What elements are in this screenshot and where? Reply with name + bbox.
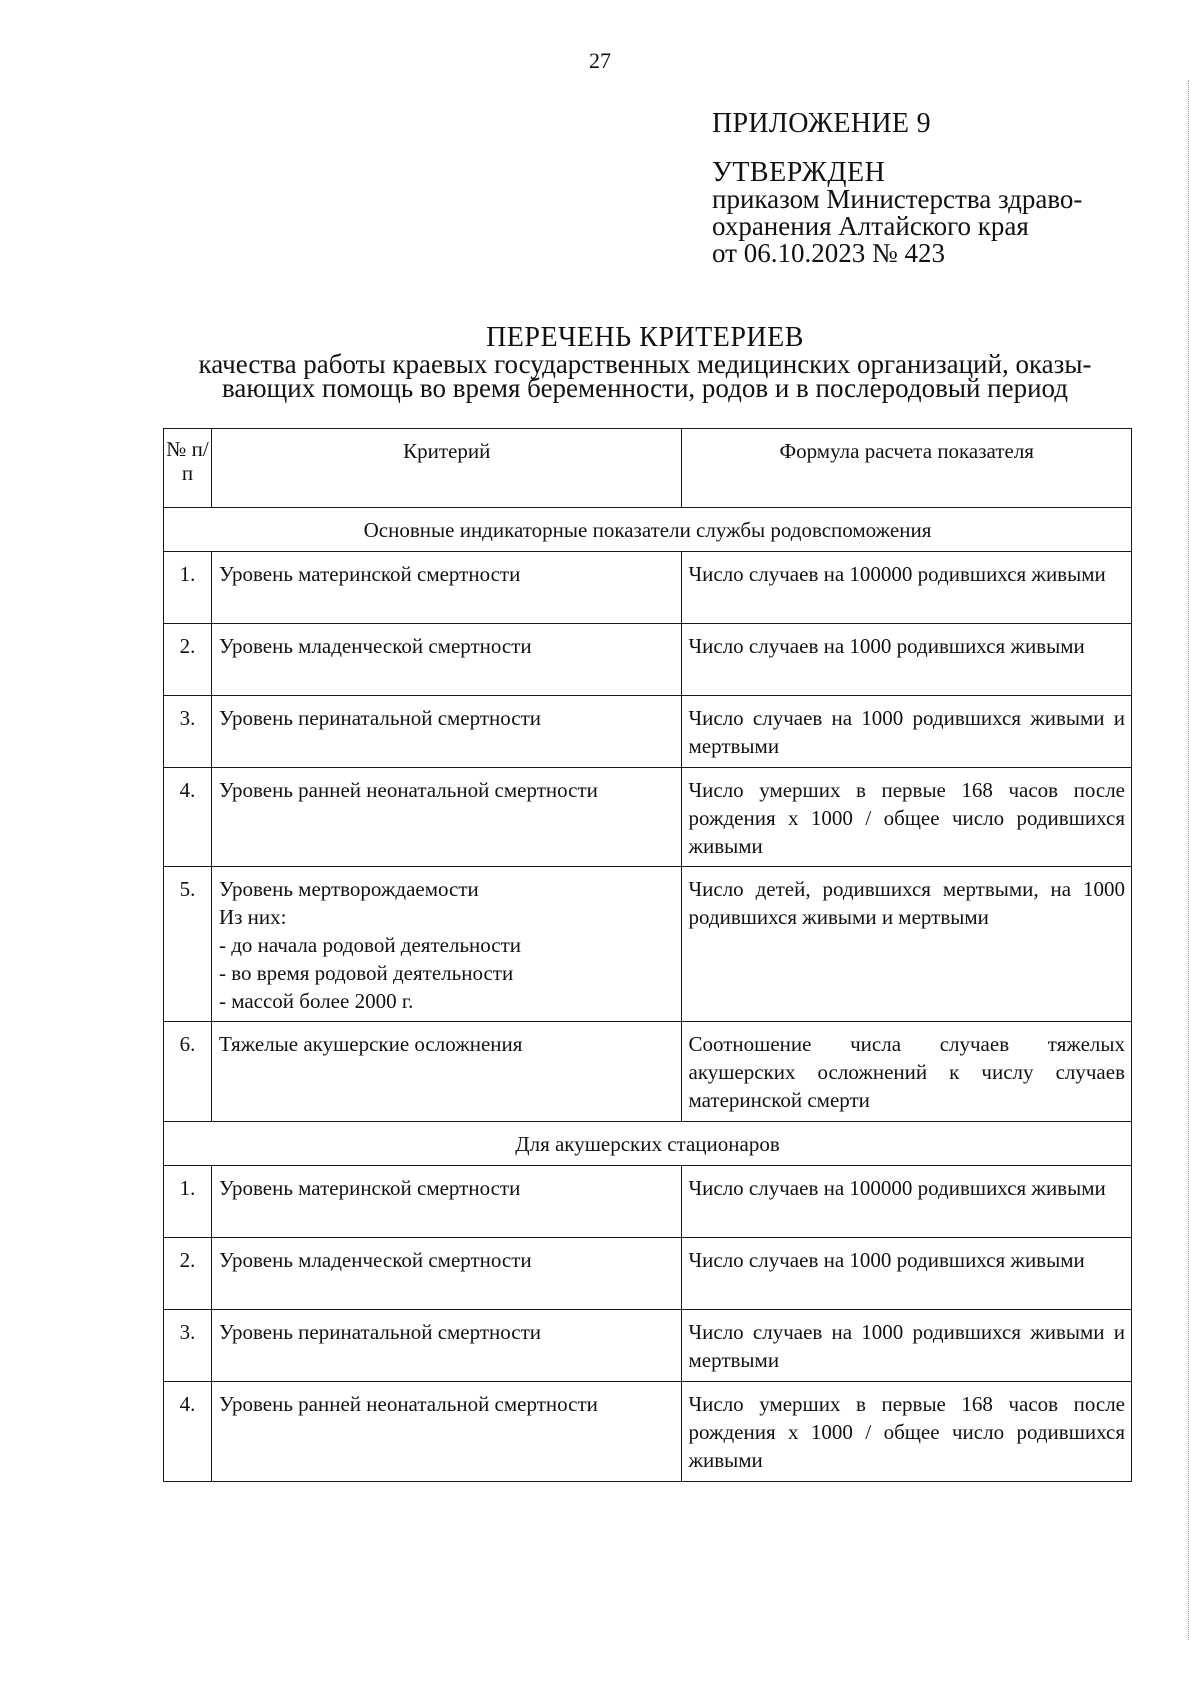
table-row xyxy=(164,1382,1132,1482)
row-criterion xyxy=(211,1238,681,1310)
row-number: 5. xyxy=(164,867,212,1022)
row-formula: Число детей, родившихся мертвыми, на 1000 родившихся живыми и мертвыми xyxy=(681,867,1132,1022)
row-criterion xyxy=(211,1310,681,1382)
header-formula: Формула расчета показателя xyxy=(681,429,1132,508)
row-number: 4. xyxy=(164,768,212,867)
criterion-line: Уровень ранней неонатальной смертности xyxy=(218,778,598,802)
document-heading xyxy=(150,322,1140,403)
section-row xyxy=(164,508,1132,552)
row-formula: Соотношение числа случаев тяжелых акушерских осложнений к числу случаев материнской смерти xyxy=(681,1022,1132,1122)
criteria-table xyxy=(163,428,1132,1482)
scan-edge-marks xyxy=(1188,80,1191,1640)
criterion-line: Тяжелые акушерские осложнения xyxy=(218,1032,523,1056)
criterion-line: Уровень мертворождаемости xyxy=(218,877,479,901)
row-formula: Число случаев на 1000 родившихся живыми и мертвыми xyxy=(681,696,1132,768)
row-number: 2. xyxy=(164,624,212,696)
criterion-line: Уровень перинатальной смертности xyxy=(218,706,542,730)
table-body xyxy=(164,508,1132,1482)
table-row xyxy=(164,1310,1132,1382)
row-number: 1. xyxy=(164,1166,212,1238)
table-row xyxy=(164,552,1132,624)
row-criterion xyxy=(211,768,681,867)
criterion-line: Из них: xyxy=(218,905,287,929)
header-criterion: Критерий xyxy=(211,429,681,508)
table-row xyxy=(164,1238,1132,1310)
row-formula: Число случаев на 1000 родившихся живыми xyxy=(681,1238,1132,1310)
approval-block xyxy=(712,110,1172,267)
approval-line: от 06.10.2023 № 423 xyxy=(712,238,945,268)
document-title: ПЕРЕЧЕНЬ КРИТЕРИЕВ xyxy=(486,322,804,353)
criterion-line: - во время родовой деятельности xyxy=(218,961,514,985)
table-row xyxy=(164,1022,1132,1122)
row-criterion xyxy=(211,696,681,768)
table-header-row xyxy=(164,429,1132,508)
table-row xyxy=(164,867,1132,1022)
row-criterion xyxy=(211,1022,681,1122)
section-row xyxy=(164,1122,1132,1166)
section-title: Для акушерских стационаров xyxy=(164,1122,1132,1166)
row-criterion xyxy=(211,1382,681,1482)
document-subtitle-line: качества работы краевых государственных медицинских организаций, оказы- xyxy=(198,349,1092,379)
page-number: 27 xyxy=(589,48,611,73)
row-formula: Число случаев на 100000 родившихся живыми xyxy=(681,552,1132,624)
row-formula: Число умерших в первые 168 часов после рождения х 1000 / общее число родившихся живыми xyxy=(681,768,1132,867)
approved-label: УТВЕРЖДЕН xyxy=(712,157,886,188)
row-formula: Число случаев на 100000 родившихся живыми xyxy=(681,1166,1132,1238)
row-number: 3. xyxy=(164,1310,212,1382)
criterion-line: - массой более 2000 г. xyxy=(218,989,414,1013)
row-criterion xyxy=(211,867,681,1022)
table-row xyxy=(164,624,1132,696)
header-number: № п/п xyxy=(164,429,212,508)
row-formula: Число случаев на 1000 родившихся живыми xyxy=(681,624,1132,696)
row-criterion xyxy=(211,552,681,624)
row-criterion xyxy=(211,624,681,696)
criterion-line: Уровень перинатальной смертности xyxy=(218,1320,542,1344)
approval-line: охранения Алтайского края xyxy=(712,211,1029,241)
document-subtitle-line: вающих помощь во время беременности, родов и в послеродовый период xyxy=(221,373,1069,403)
appendix-label: ПРИЛОЖЕНИЕ 9 xyxy=(712,108,931,139)
row-criterion xyxy=(211,1166,681,1238)
criterion-line: Уровень младенческой смертности xyxy=(218,1248,532,1272)
row-formula: Число случаев на 1000 родившихся живыми и мертвыми xyxy=(681,1310,1132,1382)
table-row xyxy=(164,696,1132,768)
criterion-line: Уровень младенческой смертности xyxy=(218,634,532,658)
table-row xyxy=(164,1166,1132,1238)
section-title: Основные индикаторные показатели службы родовспоможения xyxy=(164,508,1132,552)
row-number: 3. xyxy=(164,696,212,768)
row-number: 4. xyxy=(164,1382,212,1482)
criterion-line: Уровень ранней неонатальной смертности xyxy=(218,1392,598,1416)
criterion-line: Уровень материнской смертности xyxy=(218,1176,521,1200)
row-formula: Число умерших в первые 168 часов после рождения х 1000 / общее число родившихся живыми xyxy=(681,1382,1132,1482)
criterion-line: Уровень материнской смертности xyxy=(218,562,521,586)
row-number: 1. xyxy=(164,552,212,624)
row-number: 2. xyxy=(164,1238,212,1310)
approval-line: приказом Министерства здраво- xyxy=(712,184,1083,214)
row-number: 6. xyxy=(164,1022,212,1122)
criterion-line: - до начала родовой деятельности xyxy=(218,933,522,957)
table-row xyxy=(164,768,1132,867)
